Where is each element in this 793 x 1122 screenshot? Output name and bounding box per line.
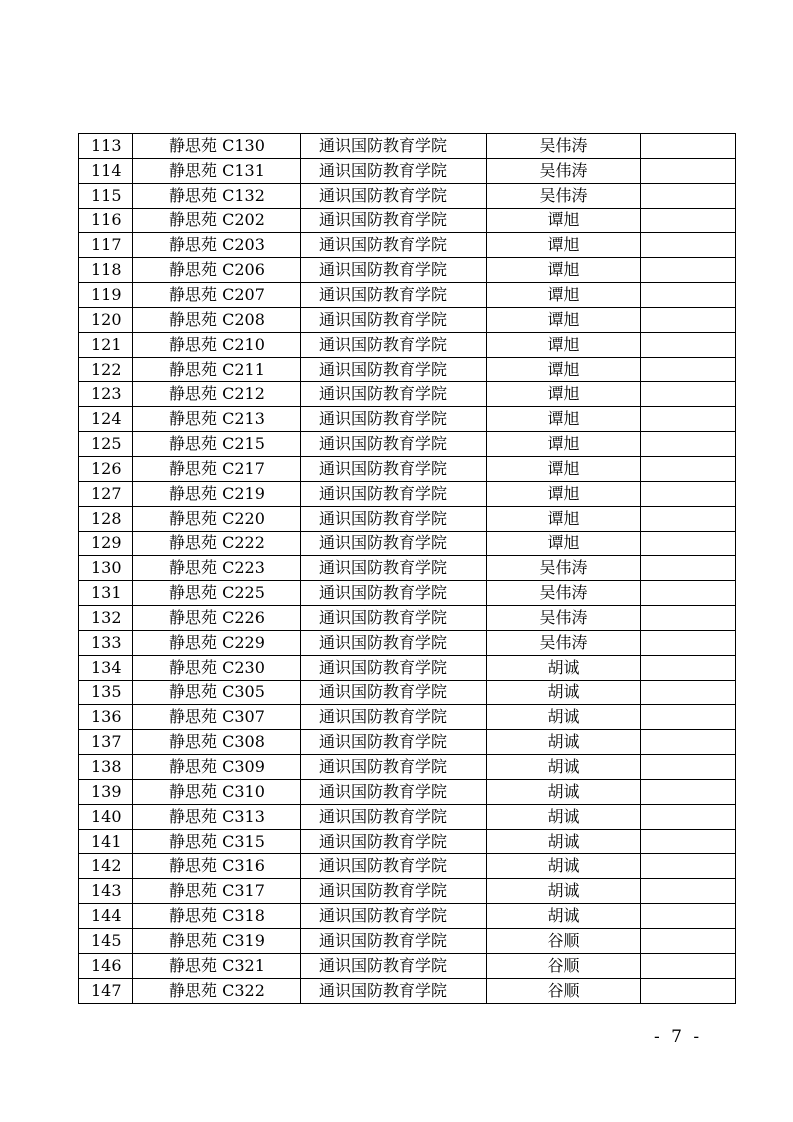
note-cell [641, 357, 736, 382]
table-row [79, 233, 736, 258]
room-cell: 静思苑 C206 [133, 258, 301, 283]
row-number-cell: 124 [79, 407, 133, 432]
table-body [79, 134, 736, 1004]
table-row [79, 581, 736, 606]
note-cell [641, 208, 736, 233]
note-cell [641, 655, 736, 680]
person-cell: 胡诚 [487, 755, 641, 780]
college-cell: 通识国防教育学院 [301, 432, 487, 457]
person-cell: 胡诚 [487, 730, 641, 755]
row-number-cell: 114 [79, 158, 133, 183]
row-number-cell: 118 [79, 258, 133, 283]
table-row [79, 879, 736, 904]
table-row [79, 556, 736, 581]
college-cell: 通识国防教育学院 [301, 904, 487, 929]
person-cell: 谷顺 [487, 929, 641, 954]
note-cell [641, 432, 736, 457]
person-cell: 谭旭 [487, 432, 641, 457]
college-cell: 通识国防教育学院 [301, 233, 487, 258]
table-row [79, 904, 736, 929]
table-row [79, 357, 736, 382]
row-number-cell: 139 [79, 779, 133, 804]
table-row [79, 456, 736, 481]
college-cell: 通识国防教育学院 [301, 705, 487, 730]
row-number-cell: 143 [79, 879, 133, 904]
college-cell: 通识国防教育学院 [301, 680, 487, 705]
note-cell [641, 134, 736, 159]
row-number-cell: 146 [79, 953, 133, 978]
person-cell: 吴伟涛 [487, 183, 641, 208]
table-row [79, 158, 736, 183]
college-cell: 通识国防教育学院 [301, 854, 487, 879]
row-number-cell: 142 [79, 854, 133, 879]
room-cell: 静思苑 C211 [133, 357, 301, 382]
table-row [79, 978, 736, 1003]
row-number-cell: 145 [79, 929, 133, 954]
college-cell: 通识国防教育学院 [301, 978, 487, 1003]
person-cell: 谭旭 [487, 258, 641, 283]
room-cell: 静思苑 C321 [133, 953, 301, 978]
note-cell [641, 283, 736, 308]
person-cell: 谭旭 [487, 382, 641, 407]
row-number-cell: 130 [79, 556, 133, 581]
person-cell: 吴伟涛 [487, 581, 641, 606]
table-row [79, 407, 736, 432]
note-cell [641, 332, 736, 357]
person-cell: 谭旭 [487, 531, 641, 556]
row-number-cell: 122 [79, 357, 133, 382]
row-number-cell: 121 [79, 332, 133, 357]
note-cell [641, 929, 736, 954]
row-number-cell: 131 [79, 581, 133, 606]
row-number-cell: 136 [79, 705, 133, 730]
room-cell: 静思苑 C213 [133, 407, 301, 432]
room-cell: 静思苑 C315 [133, 829, 301, 854]
row-number-cell: 132 [79, 606, 133, 631]
room-cell: 静思苑 C319 [133, 929, 301, 954]
row-number-cell: 123 [79, 382, 133, 407]
row-number-cell: 137 [79, 730, 133, 755]
college-cell: 通识国防教育学院 [301, 556, 487, 581]
college-cell: 通识国防教育学院 [301, 506, 487, 531]
person-cell: 胡诚 [487, 655, 641, 680]
college-cell: 通识国防教育学院 [301, 829, 487, 854]
row-number-cell: 113 [79, 134, 133, 159]
college-cell: 通识国防教育学院 [301, 158, 487, 183]
room-cell: 静思苑 C203 [133, 233, 301, 258]
row-number-cell: 119 [79, 283, 133, 308]
room-cell: 静思苑 C317 [133, 879, 301, 904]
person-cell: 谭旭 [487, 506, 641, 531]
note-cell [641, 630, 736, 655]
row-number-cell: 133 [79, 630, 133, 655]
person-cell: 吴伟涛 [487, 134, 641, 159]
college-cell: 通识国防教育学院 [301, 407, 487, 432]
college-cell: 通识国防教育学院 [301, 804, 487, 829]
note-cell [641, 606, 736, 631]
college-cell: 通识国防教育学院 [301, 730, 487, 755]
room-cell: 静思苑 C310 [133, 779, 301, 804]
person-cell: 谷顺 [487, 953, 641, 978]
college-cell: 通识国防教育学院 [301, 481, 487, 506]
person-cell: 谭旭 [487, 456, 641, 481]
room-cell: 静思苑 C309 [133, 755, 301, 780]
college-cell: 通识国防教育学院 [301, 332, 487, 357]
table-row [79, 307, 736, 332]
room-cell: 静思苑 C223 [133, 556, 301, 581]
college-cell: 通识国防教育学院 [301, 283, 487, 308]
note-cell [641, 680, 736, 705]
table-row [79, 655, 736, 680]
room-cell: 静思苑 C202 [133, 208, 301, 233]
row-number-cell: 125 [79, 432, 133, 457]
table-row [79, 829, 736, 854]
table-row [79, 432, 736, 457]
table-row [79, 183, 736, 208]
room-cell: 静思苑 C210 [133, 332, 301, 357]
room-cell: 静思苑 C322 [133, 978, 301, 1003]
room-cell: 静思苑 C208 [133, 307, 301, 332]
row-number-cell: 147 [79, 978, 133, 1003]
person-cell: 胡诚 [487, 879, 641, 904]
table-row [79, 332, 736, 357]
college-cell: 通识国防教育学院 [301, 630, 487, 655]
room-cell: 静思苑 C318 [133, 904, 301, 929]
person-cell: 胡诚 [487, 705, 641, 730]
table-row [79, 854, 736, 879]
room-cell: 静思苑 C131 [133, 158, 301, 183]
row-number-cell: 115 [79, 183, 133, 208]
table-row [79, 953, 736, 978]
row-number-cell: 116 [79, 208, 133, 233]
person-cell: 谭旭 [487, 233, 641, 258]
person-cell: 谭旭 [487, 332, 641, 357]
note-cell [641, 183, 736, 208]
person-cell: 胡诚 [487, 829, 641, 854]
room-cell: 静思苑 C219 [133, 481, 301, 506]
note-cell [641, 581, 736, 606]
room-cell: 静思苑 C229 [133, 630, 301, 655]
college-cell: 通识国防教育学院 [301, 258, 487, 283]
row-number-cell: 138 [79, 755, 133, 780]
note-cell [641, 382, 736, 407]
room-cell: 静思苑 C220 [133, 506, 301, 531]
note-cell [641, 481, 736, 506]
row-number-cell: 135 [79, 680, 133, 705]
note-cell [641, 531, 736, 556]
row-number-cell: 120 [79, 307, 133, 332]
note-cell [641, 730, 736, 755]
note-cell [641, 307, 736, 332]
table-row [79, 134, 736, 159]
person-cell: 胡诚 [487, 680, 641, 705]
room-cell: 静思苑 C307 [133, 705, 301, 730]
note-cell [641, 258, 736, 283]
college-cell: 通识国防教育学院 [301, 929, 487, 954]
note-cell [641, 506, 736, 531]
person-cell: 胡诚 [487, 854, 641, 879]
room-cell: 静思苑 C313 [133, 804, 301, 829]
room-cell: 静思苑 C225 [133, 581, 301, 606]
table-row [79, 705, 736, 730]
college-cell: 通识国防教育学院 [301, 134, 487, 159]
room-cell: 静思苑 C222 [133, 531, 301, 556]
table-row [79, 804, 736, 829]
row-number-cell: 126 [79, 456, 133, 481]
college-cell: 通识国防教育学院 [301, 307, 487, 332]
note-cell [641, 829, 736, 854]
person-cell: 谷顺 [487, 978, 641, 1003]
person-cell: 谭旭 [487, 208, 641, 233]
row-number-cell: 129 [79, 531, 133, 556]
room-cell: 静思苑 C207 [133, 283, 301, 308]
person-cell: 胡诚 [487, 904, 641, 929]
college-cell: 通识国防教育学院 [301, 357, 487, 382]
college-cell: 通识国防教育学院 [301, 779, 487, 804]
note-cell [641, 407, 736, 432]
dormitory-assignment-table [78, 133, 736, 1004]
note-cell [641, 705, 736, 730]
room-cell: 静思苑 C217 [133, 456, 301, 481]
college-cell: 通识国防教育学院 [301, 879, 487, 904]
table-row [79, 481, 736, 506]
note-cell [641, 904, 736, 929]
table-row [79, 779, 736, 804]
college-cell: 通识国防教育学院 [301, 531, 487, 556]
table-row [79, 929, 736, 954]
note-cell [641, 556, 736, 581]
person-cell: 吴伟涛 [487, 630, 641, 655]
table-row [79, 630, 736, 655]
room-cell: 静思苑 C132 [133, 183, 301, 208]
note-cell [641, 158, 736, 183]
table-row [79, 755, 736, 780]
person-cell: 胡诚 [487, 779, 641, 804]
room-cell: 静思苑 C305 [133, 680, 301, 705]
note-cell [641, 879, 736, 904]
college-cell: 通识国防教育学院 [301, 456, 487, 481]
person-cell: 谭旭 [487, 357, 641, 382]
room-cell: 静思苑 C212 [133, 382, 301, 407]
row-number-cell: 128 [79, 506, 133, 531]
table-row [79, 208, 736, 233]
person-cell: 吴伟涛 [487, 606, 641, 631]
person-cell: 胡诚 [487, 804, 641, 829]
college-cell: 通识国防教育学院 [301, 655, 487, 680]
note-cell [641, 953, 736, 978]
person-cell: 谭旭 [487, 283, 641, 308]
person-cell: 吴伟涛 [487, 158, 641, 183]
page-number: - 7 - [654, 1027, 703, 1047]
room-cell: 静思苑 C215 [133, 432, 301, 457]
row-number-cell: 141 [79, 829, 133, 854]
row-number-cell: 134 [79, 655, 133, 680]
college-cell: 通识国防教育学院 [301, 183, 487, 208]
row-number-cell: 117 [79, 233, 133, 258]
table-row [79, 382, 736, 407]
row-number-cell: 127 [79, 481, 133, 506]
table-row [79, 680, 736, 705]
row-number-cell: 144 [79, 904, 133, 929]
table-row [79, 283, 736, 308]
college-cell: 通识国防教育学院 [301, 606, 487, 631]
note-cell [641, 854, 736, 879]
person-cell: 吴伟涛 [487, 556, 641, 581]
college-cell: 通识国防教育学院 [301, 581, 487, 606]
college-cell: 通识国防教育学院 [301, 208, 487, 233]
person-cell: 谭旭 [487, 307, 641, 332]
row-number-cell: 140 [79, 804, 133, 829]
room-cell: 静思苑 C226 [133, 606, 301, 631]
table-row [79, 531, 736, 556]
table-row [79, 606, 736, 631]
note-cell [641, 755, 736, 780]
table-row [79, 258, 736, 283]
note-cell [641, 804, 736, 829]
college-cell: 通识国防教育学院 [301, 953, 487, 978]
note-cell [641, 233, 736, 258]
college-cell: 通识国防教育学院 [301, 755, 487, 780]
person-cell: 谭旭 [487, 407, 641, 432]
room-cell: 静思苑 C230 [133, 655, 301, 680]
college-cell: 通识国防教育学院 [301, 382, 487, 407]
room-cell: 静思苑 C316 [133, 854, 301, 879]
person-cell: 谭旭 [487, 481, 641, 506]
note-cell [641, 978, 736, 1003]
note-cell [641, 779, 736, 804]
table-row [79, 506, 736, 531]
room-cell: 静思苑 C130 [133, 134, 301, 159]
table-row [79, 730, 736, 755]
note-cell [641, 456, 736, 481]
room-cell: 静思苑 C308 [133, 730, 301, 755]
